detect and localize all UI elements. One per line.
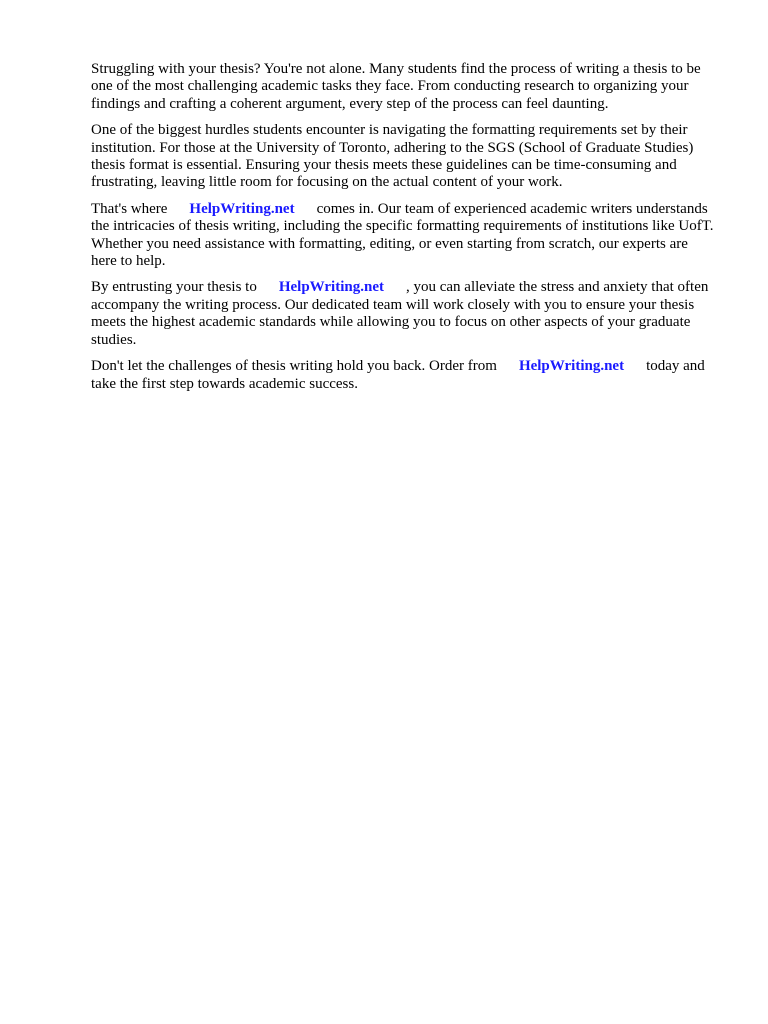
paragraph-service-rest: comes in. Our team of experienced academic writers understands the intricacies of thesis writing, including the specific formatting requirements of institutions like UofT. Whether you need assistance with formatting, editing, or even starting from scratch, our experts are here to help. — [91, 200, 714, 270]
paragraph-service-lead: That's where — [91, 200, 168, 217]
paragraph-entrust-rest: , you can alleviate the stress and anxiety that often accompany the writing process. Our dedicated team will work closely with you to ensure your thesis meets the highest academic standards while allowing you to focus on other aspects of your graduate studies. — [91, 279, 709, 348]
paragraph-entrust — [91, 279, 717, 349]
paragraph-cta — [91, 358, 717, 393]
helpwriting-link-2[interactable]: HelpWriting.net — [278, 279, 384, 296]
paragraph-cta-rest: today and take the first step towards academic success. — [91, 358, 705, 392]
helpwriting-link-3[interactable]: HelpWriting.net — [518, 358, 625, 375]
paragraph-service — [91, 201, 717, 271]
document-body — [91, 61, 717, 402]
paragraph-intro: Struggling with your thesis? You're not alone. Many students find the process of writing a thesis to be one of the most challenging academic tasks they face. From conducting research to organizing your findings and crafting a coherent argument, every step of the process can feel daunting. — [91, 61, 701, 112]
helpwriting-link-1[interactable]: HelpWriting.net — [189, 200, 295, 217]
paragraph-cta-lead: Don't let the challenges of thesis writing hold you back. Order from — [91, 358, 497, 375]
paragraph-entrust-lead: By entrusting your thesis to — [91, 279, 257, 296]
paragraph-formatting: One of the biggest hurdles students encounter is navigating the formatting requirements set by their institution. For those at the University of Toronto, adhering to the SGS (School of Graduate Studies) thesis format is essential. Ensuring your thesis meets these guidelines can be time-consuming and frustrating, leaving little room for focusing on the actual content of your work. — [91, 122, 694, 191]
